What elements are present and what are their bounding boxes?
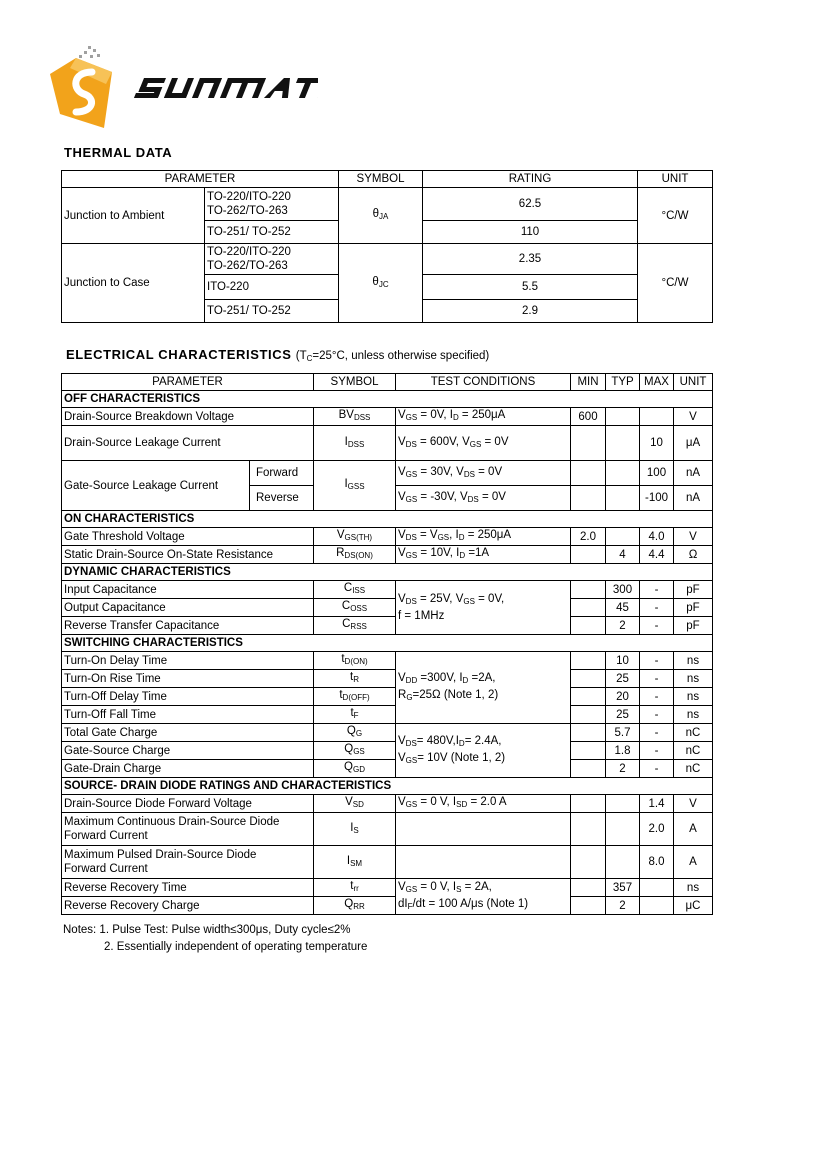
- row-tdon: [62, 652, 713, 670]
- max: -: [640, 581, 674, 599]
- max: -: [640, 670, 674, 688]
- unit: nA: [674, 486, 713, 511]
- row-is: [62, 813, 713, 846]
- unit: ns: [674, 670, 713, 688]
- ja-rating-2: 110: [423, 221, 638, 244]
- row-trr: [62, 879, 713, 897]
- condition: $V_{GS} = 10V$, $I_D =1A$: [396, 546, 571, 564]
- condition: $V_{DS} = 600V$, $V_{GS} = 0V$: [396, 426, 571, 461]
- symbol: $V_{GS(TH)}$: [314, 528, 396, 546]
- row-igss-forward: [62, 461, 713, 486]
- symbol: $I_S$: [314, 813, 396, 846]
- typ: 45: [606, 599, 640, 617]
- unit: pF: [674, 581, 713, 599]
- symbol: $t_F$: [314, 706, 396, 724]
- param: Turn-On Rise Time: [62, 670, 314, 688]
- jc-pkg-a: TO-220/ITO-220 TO-262/TO-263: [205, 244, 339, 275]
- ja-pkg-b: TO-251/ TO-252: [205, 221, 339, 244]
- param: Turn-Off Delay Time: [62, 688, 314, 706]
- eh-parameter: PARAMETER: [62, 374, 314, 391]
- condition: $V_{DS} = V_{GS}$, $I_D = 250\mu A$: [396, 528, 571, 546]
- typ: 4: [606, 546, 640, 564]
- min: [571, 426, 606, 461]
- th-symbol: SYMBOL: [339, 171, 423, 188]
- ja-param: Junction to Ambient: [62, 188, 205, 244]
- unit: A: [674, 846, 713, 879]
- unit: μC: [674, 897, 713, 915]
- symbol: $I_{SM}$: [314, 846, 396, 879]
- max: -: [640, 617, 674, 635]
- max: 10: [640, 426, 674, 461]
- condition: $V_{GS} = -30V$, $V_{DS} = 0V$: [396, 486, 571, 511]
- param: Reverse Recovery Time: [62, 879, 314, 897]
- max: -100: [640, 486, 674, 511]
- jc-pkg-c: TO-251/ TO-252: [205, 300, 339, 323]
- th-parameter: PARAMETER: [62, 171, 339, 188]
- row-idss: [62, 426, 713, 461]
- max: [640, 408, 674, 426]
- section-diode: SOURCE- DRAIN DIODE RATINGS AND CHARACTERISTICS: [62, 778, 713, 795]
- symbol: $t_{D(ON)}$: [314, 652, 396, 670]
- min: 600: [571, 408, 606, 426]
- max: 1.4: [640, 795, 674, 813]
- logo-dots: [79, 46, 100, 58]
- sunmate-logo: [48, 44, 318, 130]
- section-dynamic: DYNAMIC CHARACTERISTICS: [62, 564, 713, 581]
- symbol: $Q_{GS}$: [314, 742, 396, 760]
- max: -: [640, 688, 674, 706]
- unit: nC: [674, 760, 713, 778]
- note-2: 2. Essentially independent of operating temperature: [104, 941, 368, 953]
- row-tdoff: [62, 688, 713, 706]
- ja-rating-1: 62.5: [423, 188, 638, 221]
- sub-param-forward: Forward: [250, 461, 314, 486]
- typ: 300: [606, 581, 640, 599]
- typ: [606, 426, 640, 461]
- unit: V: [674, 528, 713, 546]
- row-bvdss: [62, 408, 713, 426]
- eh-min: MIN: [571, 374, 606, 391]
- typ: [606, 408, 640, 426]
- symbol: $Q_{GD}$: [314, 760, 396, 778]
- symbol: $C_{RSS}$: [314, 617, 396, 635]
- max: -: [640, 760, 674, 778]
- row-tr: [62, 670, 713, 688]
- symbol: $C_{OSS}$: [314, 599, 396, 617]
- symbol: $I_{DSS}$: [314, 426, 396, 461]
- symbol: $Q_{RR}$: [314, 897, 396, 915]
- section-off: OFF CHARACTERISTICS: [62, 391, 713, 408]
- max: -: [640, 652, 674, 670]
- typ: [606, 528, 640, 546]
- row-ism: [62, 846, 713, 879]
- thermal-row: [62, 188, 713, 221]
- symbol: $t_R$: [314, 670, 396, 688]
- condition-recovery: $V_{GS} = 0$ V, $I_S = 2A$, $dI_F/dt = 100$ A/μs (Note 1): [396, 879, 571, 915]
- param: Drain-Source Breakdown Voltage: [62, 408, 314, 426]
- eh-max: MAX: [640, 374, 674, 391]
- symbol: $C_{ISS}$: [314, 581, 396, 599]
- eh-symbol: SYMBOL: [314, 374, 396, 391]
- symbol: $t_{D(OFF)}$: [314, 688, 396, 706]
- jc-symbol: $\theta_{JC}$: [339, 244, 423, 323]
- max: 4.0: [640, 528, 674, 546]
- elec-condition: ($T_C=25^\circ C$, unless otherwise specified): [295, 350, 490, 363]
- param: Gate-Drain Charge: [62, 760, 314, 778]
- param: Reverse Recovery Charge: [62, 897, 314, 915]
- param: Turn-On Delay Time: [62, 652, 314, 670]
- jc-rating-3: 2.9: [423, 300, 638, 323]
- row-ciss: [62, 581, 713, 599]
- symbol: $Q_G$: [314, 724, 396, 742]
- symbol: $BV_{DSS}$: [314, 408, 396, 426]
- min: [571, 546, 606, 564]
- row-qg: [62, 724, 713, 742]
- jc-rating-2: 5.5: [423, 275, 638, 300]
- section-switching: SWITCHING CHARACTERISTICS: [62, 635, 713, 652]
- row-qgd: [62, 760, 713, 778]
- row-coss: [62, 599, 713, 617]
- param: Output Capacitance: [62, 599, 314, 617]
- max: -: [640, 706, 674, 724]
- unit: ns: [674, 688, 713, 706]
- unit: ns: [674, 879, 713, 897]
- typ: 5.7: [606, 724, 640, 742]
- param: Gate-Source Charge: [62, 742, 314, 760]
- unit: A: [674, 813, 713, 846]
- jc-unit: °C/W: [638, 244, 713, 323]
- section-on: ON CHARACTERISTICS: [62, 511, 713, 528]
- eh-unit: UNIT: [674, 374, 713, 391]
- jc-rating-1: 2.35: [423, 244, 638, 275]
- row-rdson: [62, 546, 713, 564]
- param: Gate Threshold Voltage: [62, 528, 314, 546]
- unit: Ω: [674, 546, 713, 564]
- param: Drain-Source Diode Forward Voltage: [62, 795, 314, 813]
- unit: nA: [674, 461, 713, 486]
- th-unit: UNIT: [638, 171, 713, 188]
- unit: V: [674, 795, 713, 813]
- thermal-title: THERMAL DATA: [64, 145, 173, 160]
- max: 8.0: [640, 846, 674, 879]
- unit: μA: [674, 426, 713, 461]
- typ: 2: [606, 897, 640, 915]
- condition: $V_{GS} = 30V$, $V_{DS} = 0V$: [396, 461, 571, 486]
- max: 4.4: [640, 546, 674, 564]
- sub-param-reverse: Reverse: [250, 486, 314, 511]
- typ: 20: [606, 688, 640, 706]
- th-rating: RATING: [423, 171, 638, 188]
- thermal-table: [61, 170, 713, 323]
- row-tf: [62, 706, 713, 724]
- param: Total Gate Charge: [62, 724, 314, 742]
- unit: ns: [674, 706, 713, 724]
- param: Maximum Pulsed Drain-Source Diode Forward Current: [62, 846, 314, 879]
- jc-pkg-b: ITO-220: [205, 275, 339, 300]
- param: Turn-Off Fall Time: [62, 706, 314, 724]
- typ: 25: [606, 706, 640, 724]
- eh-test: TEST CONDITIONS: [396, 374, 571, 391]
- condition-switching: $V_{DD} =300V$, $I_D =2A$, $R_G=25\Omega$ (Note 1, 2): [396, 652, 571, 724]
- max: -: [640, 724, 674, 742]
- unit: nC: [674, 724, 713, 742]
- unit: nC: [674, 742, 713, 760]
- note-1: Notes: 1. Pulse Test: Pulse width≤300μs, Duty cycle≤2%: [63, 924, 351, 936]
- condition-capacitance: $V_{DS} = 25V$, $V_{GS} = 0V$, f = 1MHz: [396, 581, 571, 635]
- typ: 25: [606, 670, 640, 688]
- param: Static Drain-Source On-State Resistance: [62, 546, 314, 564]
- unit: pF: [674, 599, 713, 617]
- logo-wordmark: [134, 78, 318, 98]
- row-crss: [62, 617, 713, 635]
- jc-param: Junction to Case: [62, 244, 205, 323]
- condition-charge: $V_{DS}= 480V,I_D= 2.4A$, $V_{GS}= 10V$ (Note 1, 2): [396, 724, 571, 778]
- param: Reverse Transfer Capacitance: [62, 617, 314, 635]
- param: Input Capacitance: [62, 581, 314, 599]
- min: 2.0: [571, 528, 606, 546]
- max: 2.0: [640, 813, 674, 846]
- typ: 357: [606, 879, 640, 897]
- elec-title: ELECTRICAL CHARACTERISTICS ($T_C=25^\circ C$, unless otherwise specified): [66, 347, 490, 363]
- typ: 2: [606, 760, 640, 778]
- thermal-row: [62, 244, 713, 275]
- row-vsd: [62, 795, 713, 813]
- row-qgs: [62, 742, 713, 760]
- typ: 1.8: [606, 742, 640, 760]
- condition: $V_{GS} = 0V$, $I_D = 250\mu A$: [396, 408, 571, 426]
- max: 100: [640, 461, 674, 486]
- row-vgsth: [62, 528, 713, 546]
- symbol: $t_{rr}$: [314, 879, 396, 897]
- max: -: [640, 742, 674, 760]
- row-qrr: [62, 897, 713, 915]
- ja-symbol: $\theta_{JA}$: [339, 188, 423, 244]
- param: Maximum Continuous Drain-Source Diode Forward Current: [62, 813, 314, 846]
- elec-header-row: [62, 374, 713, 391]
- symbol: $I_{GSS}$: [314, 461, 396, 511]
- eh-typ: TYP: [606, 374, 640, 391]
- max: -: [640, 599, 674, 617]
- typ: [606, 795, 640, 813]
- typ: 2: [606, 617, 640, 635]
- ja-pkg-a: TO-220/ITO-220 TO-262/TO-263: [205, 188, 339, 221]
- condition: $V_{GS} = 0$ V, $I_{SD} = 2.0$ A: [396, 795, 571, 813]
- thermal-header-row: [62, 171, 713, 188]
- notes: [63, 922, 367, 956]
- ja-unit: °C/W: [638, 188, 713, 244]
- param: Gate-Source Leakage Current: [62, 461, 250, 511]
- unit: V: [674, 408, 713, 426]
- symbol: $V_{SD}$: [314, 795, 396, 813]
- param: Drain-Source Leakage Current: [62, 426, 314, 461]
- unit: pF: [674, 617, 713, 635]
- typ: 10: [606, 652, 640, 670]
- symbol: $R_{DS(ON)}$: [314, 546, 396, 564]
- electrical-table: [61, 373, 713, 915]
- unit: ns: [674, 652, 713, 670]
